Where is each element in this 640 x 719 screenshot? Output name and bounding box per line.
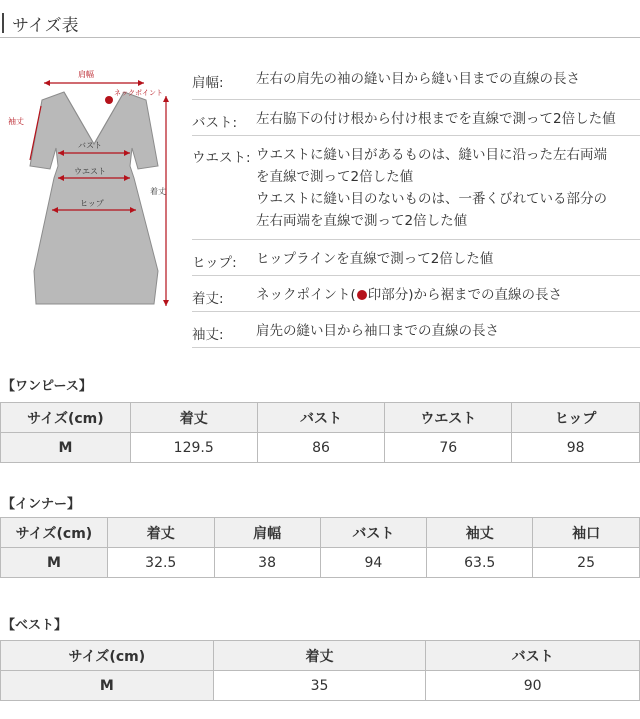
def-text: 肩先の縫い目から袖口までの直線の長さ bbox=[256, 323, 499, 339]
table-cell: 129.5 bbox=[130, 433, 257, 463]
sodetake-label: 袖丈 bbox=[8, 117, 24, 126]
table-header: サイズ(cm) bbox=[1, 403, 131, 433]
table-cell: 38 bbox=[214, 548, 320, 578]
section-title-inner: 【インナー】 bbox=[2, 497, 81, 512]
def-label: ヒップ: bbox=[192, 255, 237, 271]
def-row-bust bbox=[192, 100, 640, 136]
table-header: バスト bbox=[426, 641, 640, 671]
section-title-vest: 【ベスト】 bbox=[2, 618, 68, 633]
def-text: ヒップラインを直線で測って2倍した値 bbox=[256, 251, 494, 267]
kitake-label: 着丈 bbox=[150, 187, 166, 196]
def-row-kitake bbox=[192, 276, 640, 312]
table-header: 袖丈 bbox=[427, 518, 533, 548]
table-cell-size: M bbox=[1, 433, 131, 463]
dress-diagram bbox=[6, 66, 176, 321]
table-header: 袖口 bbox=[533, 518, 640, 548]
size-table-vest bbox=[0, 640, 640, 701]
table-cell: 98 bbox=[512, 433, 640, 463]
table-cell: 90 bbox=[426, 671, 640, 701]
table-header: 肩幅 bbox=[214, 518, 320, 548]
table-header: バスト bbox=[320, 518, 427, 548]
def-text bbox=[256, 284, 562, 306]
table-cell: 63.5 bbox=[427, 548, 533, 578]
table-cell: 25 bbox=[533, 548, 640, 578]
table-header: サイズ(cm) bbox=[1, 641, 214, 671]
table-cell: 86 bbox=[257, 433, 385, 463]
def-text: ウエストに縫い目があるものは、縫い目に沿った左右両端 bbox=[256, 147, 607, 163]
table-header-row bbox=[1, 403, 640, 433]
def-row-hip bbox=[192, 240, 640, 276]
table-row bbox=[1, 671, 640, 701]
dress-shape bbox=[30, 92, 158, 304]
hip-label: ヒップ bbox=[80, 199, 104, 208]
def-text: 左右の肩先の袖の縫い目から縫い目までの直線の長さ bbox=[256, 71, 580, 87]
table-header-row bbox=[1, 641, 640, 671]
def-row-sodetake bbox=[192, 312, 640, 348]
size-table-onepiece bbox=[0, 402, 640, 463]
def-text: ウエストに縫い目のないものは、一番くびれている部分の bbox=[256, 191, 607, 207]
def-label: 肩幅: bbox=[192, 75, 224, 91]
table-cell-size: M bbox=[1, 671, 214, 701]
title-marker bbox=[2, 13, 4, 33]
neckpoint-label: ネックポイント bbox=[114, 89, 163, 97]
size-table-inner bbox=[0, 517, 640, 578]
table-cell-size: M bbox=[1, 548, 108, 578]
neckpoint-dot-icon bbox=[357, 290, 367, 300]
def-row-katahaba bbox=[192, 64, 640, 100]
page-title: サイズ表 bbox=[12, 16, 79, 36]
table-header: サイズ(cm) bbox=[1, 518, 108, 548]
def-text: 左右脇下の付け根から付け根までを直線で測って2倍した値 bbox=[256, 111, 616, 127]
def-label: バスト: bbox=[192, 115, 238, 131]
table-cell: 76 bbox=[385, 433, 512, 463]
waist-label: ウエスト bbox=[74, 167, 106, 176]
table-header: 着丈 bbox=[213, 641, 426, 671]
table-header-row bbox=[1, 518, 640, 548]
table-header: バスト bbox=[257, 403, 385, 433]
def-label: ウエスト: bbox=[192, 150, 251, 166]
table-header: ウエスト bbox=[385, 403, 512, 433]
def-label: 袖丈: bbox=[192, 327, 224, 343]
def-text-before: ネックポイント( bbox=[256, 287, 356, 303]
table-cell: 35 bbox=[213, 671, 426, 701]
table-row bbox=[1, 548, 640, 578]
def-text-after: 印部分)から裾までの直線の長さ bbox=[367, 287, 563, 303]
katahaba-label: 肩幅 bbox=[78, 70, 94, 79]
table-header: 着丈 bbox=[107, 518, 214, 548]
table-header: 着丈 bbox=[130, 403, 257, 433]
table-cell: 94 bbox=[320, 548, 427, 578]
section-title-onepiece: 【ワンピース】 bbox=[2, 379, 92, 394]
table-row bbox=[1, 433, 640, 463]
def-text-group bbox=[256, 144, 607, 232]
table-header: ヒップ bbox=[512, 403, 640, 433]
title-bar bbox=[0, 8, 640, 38]
def-text: を直線で測って2倍した値 bbox=[256, 169, 414, 185]
bust-label: バスト bbox=[78, 141, 102, 150]
def-label: 着丈: bbox=[192, 291, 224, 307]
neckpoint-dot bbox=[105, 96, 113, 104]
table-cell: 32.5 bbox=[107, 548, 214, 578]
def-text: 左右両端を直線で測って2倍した値 bbox=[256, 213, 468, 229]
def-row-waist bbox=[192, 136, 640, 240]
